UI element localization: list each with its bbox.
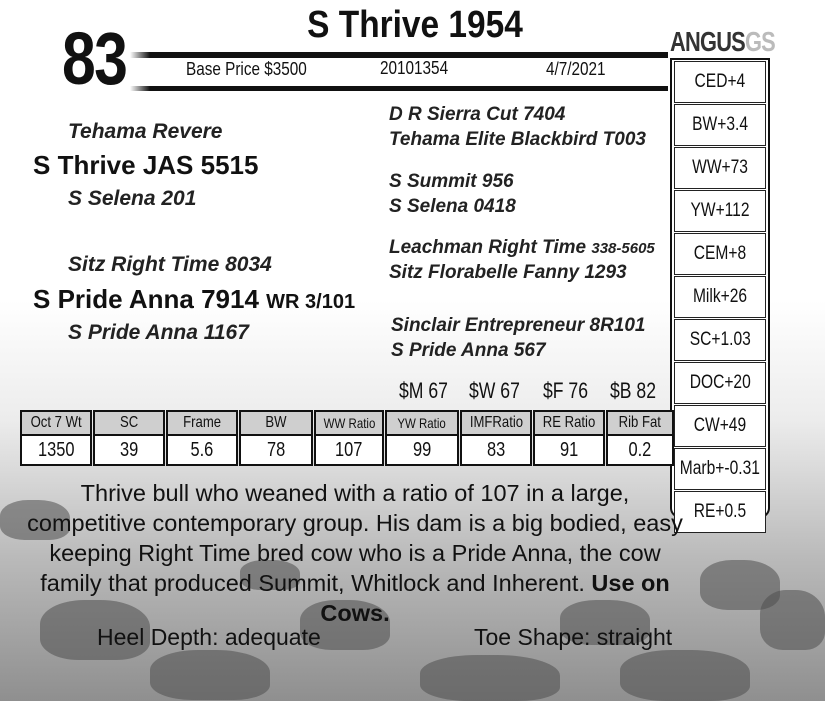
epd-cw: CW+49 <box>674 405 766 447</box>
stat-ww-ratio: WW Ratio 107 <box>314 410 384 466</box>
heel-depth: Heel Depth: adequate <box>97 624 321 650</box>
dam-dam-dam: S Pride Anna 567 <box>391 340 546 361</box>
birth-date: 4/7/2021 <box>546 59 606 79</box>
index-beef: $B 82 <box>610 378 656 403</box>
angus-gs-logo: ANGUSGS <box>670 26 775 57</box>
dam-sire-sire: Leachman Right Time 338-5605 <box>389 237 655 258</box>
stat-sc: SC 39 <box>93 410 165 466</box>
epd-bw: BW+3.4 <box>674 104 766 146</box>
stat-bw: BW 78 <box>239 410 313 466</box>
index-maternal: $M 67 <box>399 378 448 403</box>
epd-ww: WW+73 <box>674 147 766 189</box>
dam-dam-sire: Sinclair Entrepreneur 8R101 <box>391 315 646 336</box>
performance-table <box>20 410 675 466</box>
epd-cem: CEM+8 <box>674 233 766 275</box>
epd-marb: Marb+-0.31 <box>674 448 766 490</box>
stat-imf-ratio: IMFRatio 83 <box>460 410 532 466</box>
stat-weight: Oct 7 Wt 1350 <box>20 410 92 466</box>
stat-re-ratio: RE Ratio 91 <box>533 410 605 466</box>
dam-registration: WR 3/101 <box>266 291 356 313</box>
index-weaned: $W 67 <box>469 378 520 403</box>
stat-rib-fat: Rib Fat 0.2 <box>606 410 674 466</box>
sire-dam: S Selena 201 <box>68 187 197 210</box>
epd-milk: Milk+26 <box>674 276 766 318</box>
lot-number: 83 <box>62 17 127 100</box>
sire-sire: Tehama Revere <box>68 120 223 143</box>
epd-yw: YW+112 <box>674 190 766 232</box>
header-band-bottom <box>150 86 668 91</box>
dam-dam: S Pride Anna 1167 <box>68 321 249 344</box>
base-price: Base Price $3500 <box>186 59 307 79</box>
toe-shape: Toe Shape: straight <box>474 624 673 650</box>
dam: S Pride Anna 7914 WR 3/101 <box>33 284 356 314</box>
sire-dam-dam: S Selena 0418 <box>389 196 516 217</box>
stat-yw-ratio: YW Ratio 99 <box>385 410 459 466</box>
sire-dam-sire: S Summit 956 <box>389 171 514 192</box>
stat-frame: Frame 5.6 <box>166 410 238 466</box>
description: Thrive bull who weaned with a ratio of 107 in a large, competitive contemporary group. His dam is a big bodied, easy keeping Right Time bred cow who is a Pride Anna, the cow family that produced Summit, Whitlock and Inherent. Use on Cows. <box>27 480 683 626</box>
epd-column <box>670 58 770 522</box>
sire-sire-sire: D R Sierra Cut 7404 <box>389 104 566 125</box>
registration-number: 20101354 <box>380 58 449 78</box>
sire: S Thrive JAS 5515 <box>33 150 259 180</box>
sire-sire-dam: Tehama Elite Blackbird T003 <box>389 129 646 150</box>
epd-sc: SC+1.03 <box>674 319 766 361</box>
dam-sire: Sitz Right Time 8034 <box>68 253 272 276</box>
bull-name: S Thrive 1954 <box>307 4 523 46</box>
index-feedlot: $F 76 <box>543 378 589 403</box>
epd-ced: CED+4 <box>674 61 766 103</box>
epd-re: RE+0.5 <box>674 491 766 533</box>
description-emphasis: Use on Cows. <box>320 570 670 626</box>
dam-sire-dam: Sitz Florabelle Fanny 1293 <box>389 262 627 283</box>
epd-doc: DOC+20 <box>674 362 766 404</box>
